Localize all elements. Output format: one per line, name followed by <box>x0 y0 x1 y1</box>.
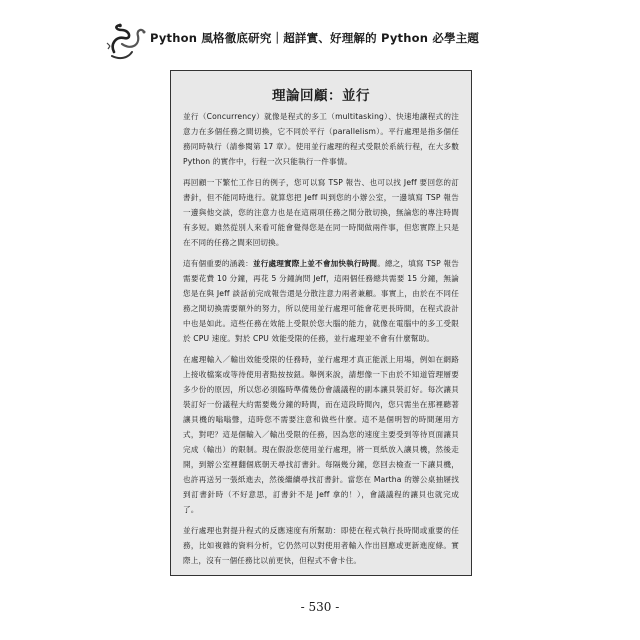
box-content <box>183 109 459 574</box>
paragraph-responsiveness: 並行處理也對提升程式的反應速度有所幫助：即使在程式執行長時間或重要的任務，比如複雜的資料分析，它仍然可以對使用者輸入作出回應或更新進度條。實際上，沒有一個任務比以前更快，但程式不會卡住。 <box>183 526 459 565</box>
page-number: - 530 - <box>300 600 340 614</box>
paragraph-workday-example: 再回顧一下繁忙工作日的例子，您可以寫 TSP 報告、也可以找 Jeff 要回您的訂書針，但不能同時進行。就算您把 Jeff 叫到您的小辦公室，一邊填寫 TSP 報告一邊與他交談，您的注意力也是在這兩項任務之間分散切換，無論您的專注時間有多短。雖然從別人來看可能會覺得您是在同一時間做兩件事，但您實際上只是在不同的任務之間來回切換。 <box>183 178 459 247</box>
paragraph-lead: 這有個重要的涵義： <box>183 259 253 268</box>
python-snake-logo-icon <box>106 22 146 62</box>
running-header <box>106 22 576 62</box>
paragraph-body: 。總之，填寫 TSP 報告需要花費 10 分鐘，再花 5 分鐘詢問 Jeff，這兩個任務總共需要 15 分鐘，無論您是在與 Jeff 談話前完成報告還是分散注意力兩者兼顧。事實上，由於在不同任務之間切換需要額外的努力，所以使用並行處理可能會花更長時間，在程式設計中也是如此。這些任務在效能上受限於您大腦的能力，就像在電腦中的多工受限於 CPU 速度。對於 CPU 效能受限的任務，並行處理並不會有什麼幫助。 <box>183 259 459 343</box>
paragraph-concurrency-definition: 並行（Concurrency）就像是程式的多工（multitasking）、快速地讓程式的注意力在多個任務之間切換，它不同於平行（parallelism）。平行處理是指多個任務同時執行（請參閱第 17 章）。使用並行處理的程式受限於系統行程，在大多數 Python 的實作中，行程一次只能執行一件事情。 <box>183 112 459 166</box>
box-title: 理論回顧：並行 <box>272 88 370 104</box>
paragraph-io-bound-tasks: 在處理輸入／輸出效能受限的任務時，並行處理才真正能派上用場，例如在網路上接收檔案或等待使用者點按按鈕。舉例來說，請想像一下由於不知道管理層要多少份的原因，所以您必須臨時準備幾份會議議程的副本讓貝裝訂好。每次讓貝裝訂好一份議程大約需要幾分鐘的時間，而在這段時間內，您只需坐在那裡聽著讓貝機的嗡嗡聲，這時您不需要注意和做些什麼。這不是個明智的時間運用方式，對吧？這是個輸入／輸出受限的任務，因為您的速度主要受到等待頁面讓貝完成（輸出）的限制。現在假設您使用並行處理，將一頁紙放入讓貝機，然後走開，到辦公室裡翻個底朝天尋找訂書針。每隔幾分鐘，您回去檢查一下讓貝機，也許再送另一張紙進去，然後繼續尋找訂書針。當您在 Martha 的辦公桌抽屜找到訂書針時（不好意思，訂書針不是 Jeff 拿的！），會議議程的讓貝也就完成了。 <box>183 355 459 514</box>
theory-review-box <box>170 70 472 576</box>
paragraph-emphasis: 並行處理實際上並不會加快執行時間 <box>252 259 378 268</box>
paragraph-important-implication <box>183 256 459 346</box>
header-title: Python 風格徹底研究｜超詳實、好理解的 Python 必學主題 <box>150 31 480 45</box>
